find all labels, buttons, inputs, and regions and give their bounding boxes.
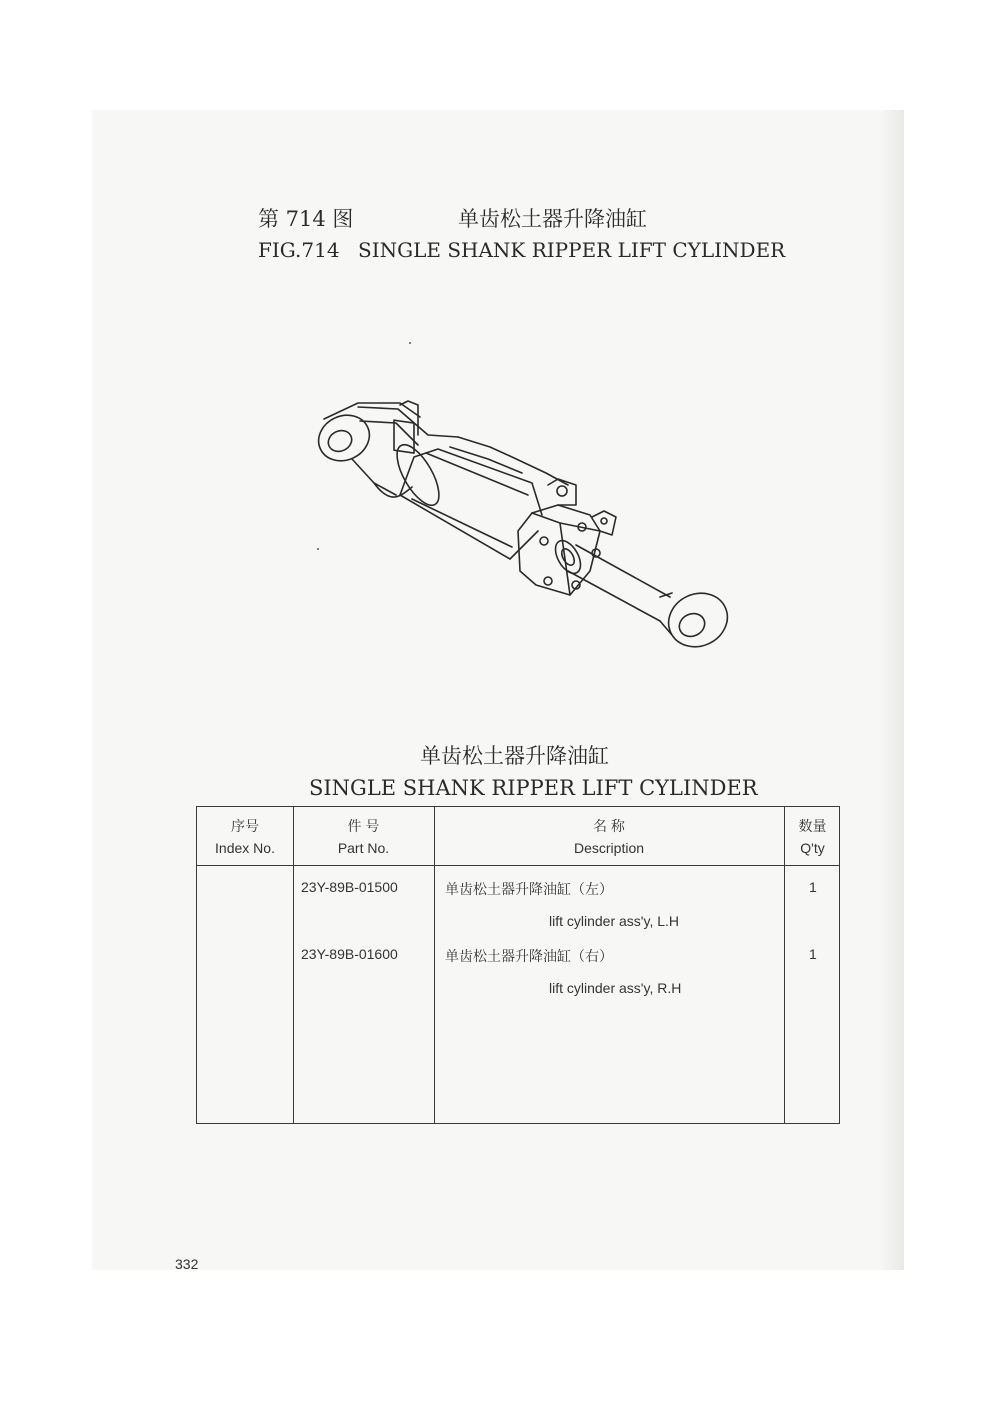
rear-eye bbox=[311, 403, 420, 495]
figure-label-en: FIG.714 bbox=[258, 238, 340, 262]
page-edge-shadow bbox=[880, 110, 904, 1270]
figure-title-en: SINGLE SHANK RIPPER LIFT CYLINDER bbox=[358, 238, 786, 262]
part-number: 23Y-89B-01500 bbox=[301, 879, 398, 895]
header-index: 序号 Index No. bbox=[215, 818, 275, 856]
header-part-no: 件 号 Part No. bbox=[337, 818, 390, 856]
figure-heading-cn bbox=[258, 203, 647, 233]
lift-cylinder-illustration bbox=[300, 335, 740, 655]
figure-label-cn: 第 714 图 bbox=[258, 207, 354, 231]
header-qty: 数量 Q'ty bbox=[798, 818, 827, 856]
cylinder-barrel bbox=[374, 439, 542, 559]
figure-title-cn: 单齿松土器升降油缸 bbox=[458, 207, 647, 231]
description-en: lift cylinder ass'y, L.H bbox=[549, 913, 680, 929]
parts-table bbox=[196, 806, 840, 1124]
table-title-en: SINGLE SHANK RIPPER LIFT CYLINDER bbox=[309, 776, 758, 800]
description-en: lift cylinder ass'y, R.H bbox=[549, 980, 682, 996]
header-divider bbox=[197, 865, 839, 866]
rod-end-eye bbox=[660, 584, 736, 655]
description-cn: 单齿松土器升降油缸（左） bbox=[445, 881, 613, 897]
page-number: 332 bbox=[175, 1256, 199, 1272]
header-description: 名 称 Description bbox=[573, 818, 645, 856]
table-title-cn: 单齿松土器升降油缸 bbox=[420, 744, 609, 768]
quantity: 1 bbox=[809, 879, 817, 895]
quantity: 1 bbox=[809, 946, 817, 962]
top-bracket bbox=[358, 401, 568, 485]
part-number: 23Y-89B-01600 bbox=[301, 946, 398, 962]
figure-heading-en bbox=[258, 238, 786, 262]
description-cn: 单齿松土器升降油缸（右） bbox=[445, 948, 613, 964]
